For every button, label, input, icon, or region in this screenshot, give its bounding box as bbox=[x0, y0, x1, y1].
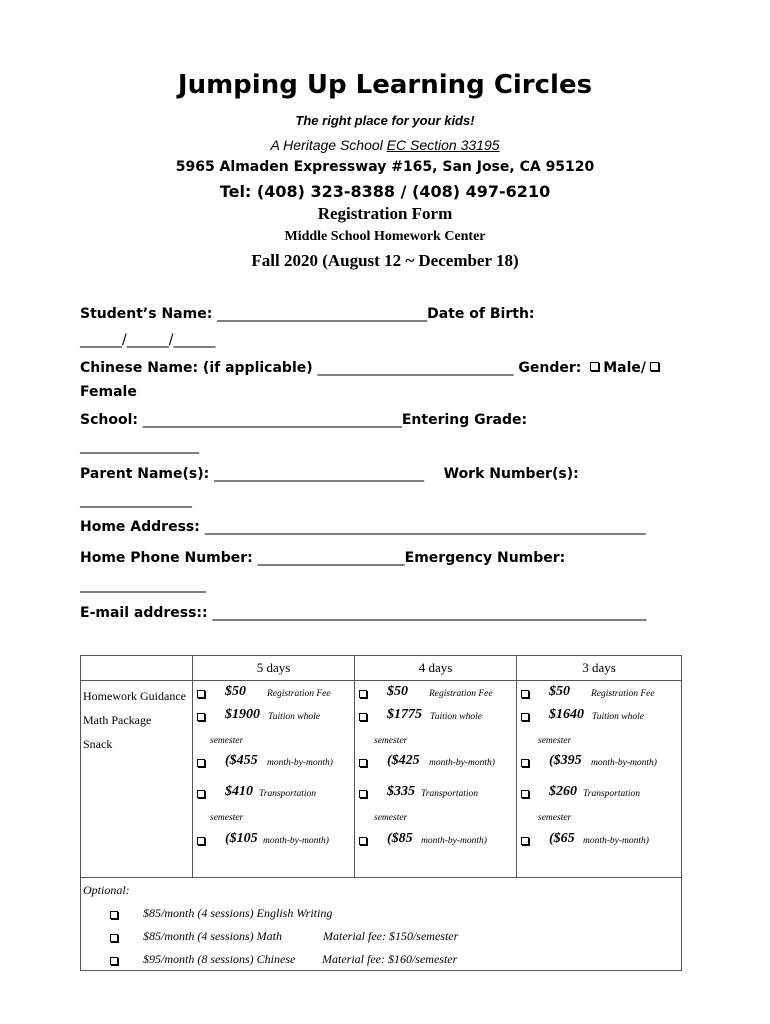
header-4-days: 4 days bbox=[355, 656, 517, 681]
email-field[interactable]: ______________________________________________________________ bbox=[212, 605, 647, 621]
form-title: Registration Form bbox=[317, 204, 453, 223]
student-name-field[interactable]: ______________________________ bbox=[217, 306, 428, 322]
tuition-label: Tuition whole bbox=[268, 712, 320, 722]
row-label-snack: Snack bbox=[83, 737, 113, 751]
tuition-amount: $1640 bbox=[549, 707, 584, 722]
tuition-amount: $1900 bbox=[225, 707, 260, 722]
monthly-checkbox[interactable] bbox=[521, 759, 529, 767]
tuition-semester: semester bbox=[374, 736, 408, 746]
row-label-homework: Homework Guidance bbox=[83, 689, 186, 703]
entering-grade-field[interactable]: _________________ bbox=[80, 438, 199, 454]
work-number-row bbox=[80, 492, 192, 508]
reg-fee-label: Registration Fee bbox=[267, 689, 331, 699]
header-empty-cell bbox=[81, 656, 193, 681]
monthly-amount: ($455 bbox=[225, 753, 258, 768]
transport-amount: $410 bbox=[225, 784, 253, 799]
dob-field[interactable]: ______/______/______ bbox=[80, 332, 216, 348]
student-name-label: Student’s Name: bbox=[80, 306, 218, 322]
grade-row bbox=[80, 438, 199, 454]
transport-monthly-amount: ($65 bbox=[549, 831, 575, 846]
transport-monthly-amount: ($105 bbox=[225, 831, 258, 846]
emergency-field[interactable]: __________________ bbox=[80, 577, 206, 593]
transport-checkbox[interactable] bbox=[197, 790, 205, 798]
transport-semester: semester bbox=[538, 813, 572, 823]
email-label: E-mail address:: bbox=[80, 605, 213, 621]
monthly-label: month-by-month) bbox=[591, 758, 657, 768]
transport-amount: $260 bbox=[549, 784, 577, 799]
reg-fee-checkbox[interactable] bbox=[359, 690, 367, 698]
monthly-checkbox[interactable] bbox=[197, 759, 205, 767]
term-dates: Fall 2020 (August 12 ~ December 18) bbox=[251, 251, 519, 270]
monthly-label: month-by-month) bbox=[429, 758, 495, 768]
school-label: School: bbox=[80, 412, 143, 428]
male-label: Male/ bbox=[603, 360, 647, 376]
heritage-prefix: A Heritage School bbox=[270, 137, 387, 153]
tuition-checkbox[interactable] bbox=[197, 713, 205, 721]
school-phone: Tel: (408) 323-8388 / (408) 497-6210 bbox=[219, 182, 551, 201]
optional-english-checkbox[interactable] bbox=[110, 911, 118, 919]
transport-monthly-checkbox[interactable] bbox=[359, 837, 367, 845]
transport-semester: semester bbox=[210, 813, 244, 823]
optional-math: $85/month (4 sessions) Math bbox=[143, 929, 282, 943]
chinese-name-field[interactable]: ____________________________ bbox=[317, 360, 514, 376]
reg-fee-label: Registration Fee bbox=[591, 689, 655, 699]
chinese-material-fee: Material fee: $160/semester bbox=[322, 952, 458, 966]
header-5-days: 5 days bbox=[193, 656, 355, 681]
tuition-amount: $1775 bbox=[387, 707, 422, 722]
chinese-name-label: Chinese Name: (if applicable) bbox=[80, 360, 318, 376]
tuition-label: Tuition whole bbox=[430, 712, 482, 722]
optional-math-checkbox[interactable] bbox=[110, 934, 118, 942]
transport-checkbox[interactable] bbox=[359, 790, 367, 798]
reg-fee-amount: $50 bbox=[225, 684, 246, 699]
program-name: Middle School Homework Center bbox=[284, 229, 486, 244]
home-address-label: Home Address: bbox=[80, 519, 205, 535]
work-number-label: Work Number(s): bbox=[424, 466, 579, 482]
home-phone-label: Home Phone Number: bbox=[80, 550, 258, 566]
fee-cell-3-days bbox=[517, 681, 682, 878]
chinese-name-row bbox=[80, 360, 663, 376]
dob-label: Date of Birth: bbox=[427, 306, 535, 322]
header-3-days: 3 days bbox=[517, 656, 682, 681]
ec-section: EC Section 33195 bbox=[386, 137, 500, 153]
home-address-field[interactable]: _______________________________________________________________ bbox=[204, 519, 646, 535]
male-checkbox[interactable] bbox=[590, 362, 599, 371]
school-title: Jumping Up Learning Circles bbox=[177, 70, 593, 100]
fee-cell-4-days bbox=[355, 681, 517, 878]
female-checkbox[interactable] bbox=[650, 362, 659, 371]
transport-semester: semester bbox=[374, 813, 408, 823]
email-row bbox=[80, 605, 647, 621]
transport-monthly-checkbox[interactable] bbox=[521, 837, 529, 845]
optional-chinese: $95/month (8 sessions) Chinese bbox=[143, 952, 296, 966]
transport-amount: $335 bbox=[387, 784, 415, 799]
reg-fee-checkbox[interactable] bbox=[521, 690, 529, 698]
tagline: The right place for your kids! bbox=[295, 113, 475, 128]
emergency-row bbox=[80, 577, 206, 593]
home-address-row bbox=[80, 519, 646, 535]
reg-fee-amount: $50 bbox=[549, 684, 570, 699]
optional-cell bbox=[81, 878, 682, 971]
female-row bbox=[80, 384, 137, 400]
transport-label: Transportation bbox=[421, 789, 479, 799]
work-number-field[interactable]: ________________ bbox=[80, 492, 192, 508]
transport-monthly-label: month-by-month) bbox=[421, 836, 487, 846]
optional-chinese-checkbox[interactable] bbox=[110, 957, 118, 965]
tuition-table bbox=[80, 655, 682, 971]
tuition-checkbox[interactable] bbox=[359, 713, 367, 721]
home-phone-row bbox=[80, 550, 565, 566]
math-material-fee: Material fee: $150/semester bbox=[323, 929, 459, 943]
home-phone-field[interactable]: _____________________ bbox=[257, 550, 405, 566]
tuition-label: Tuition whole bbox=[592, 712, 644, 722]
student-name-row bbox=[80, 306, 535, 322]
tuition-semester: semester bbox=[210, 736, 244, 746]
monthly-amount: ($395 bbox=[549, 753, 582, 768]
heritage-school-line bbox=[0, 137, 770, 153]
emergency-label: Emergency Number: bbox=[404, 550, 566, 566]
fee-cell-5-days bbox=[193, 681, 355, 878]
row-label-cell bbox=[81, 681, 193, 878]
tuition-semester: semester bbox=[538, 736, 572, 746]
reg-fee-checkbox[interactable] bbox=[197, 690, 205, 698]
parent-name-field[interactable]: ______________________________ bbox=[214, 466, 425, 482]
monthly-checkbox[interactable] bbox=[359, 759, 367, 767]
transport-monthly-checkbox[interactable] bbox=[197, 837, 205, 845]
gender-label: Gender: bbox=[513, 360, 587, 376]
transport-label: Transportation bbox=[583, 789, 641, 799]
dob-row bbox=[80, 332, 215, 348]
parent-name-row bbox=[80, 466, 579, 482]
reg-fee-label: Registration Fee bbox=[429, 689, 493, 699]
monthly-label: month-by-month) bbox=[267, 758, 333, 768]
reg-fee-amount: $50 bbox=[387, 684, 408, 699]
transport-monthly-amount: ($85 bbox=[387, 831, 413, 846]
monthly-amount: ($425 bbox=[387, 753, 420, 768]
row-label-math: Math Package bbox=[83, 713, 152, 727]
school-field[interactable]: _____________________________________ bbox=[142, 412, 402, 428]
optional-english-writing: $85/month (4 sessions) English Writing bbox=[143, 906, 333, 920]
transport-checkbox[interactable] bbox=[521, 790, 529, 798]
entering-grade-label: Entering Grade: bbox=[401, 412, 528, 428]
transport-label: Transportation bbox=[259, 789, 317, 799]
school-address: 5965 Almaden Expressway #165, San Jose, CA 95120 bbox=[175, 159, 595, 175]
tuition-checkbox[interactable] bbox=[521, 713, 529, 721]
transport-monthly-label: month-by-month) bbox=[263, 836, 329, 846]
parent-name-label: Parent Name(s): bbox=[80, 466, 215, 482]
school-row bbox=[80, 412, 527, 428]
transport-monthly-label: month-by-month) bbox=[583, 836, 649, 846]
optional-label: Optional: bbox=[83, 883, 130, 897]
female-label: Female bbox=[80, 384, 137, 400]
